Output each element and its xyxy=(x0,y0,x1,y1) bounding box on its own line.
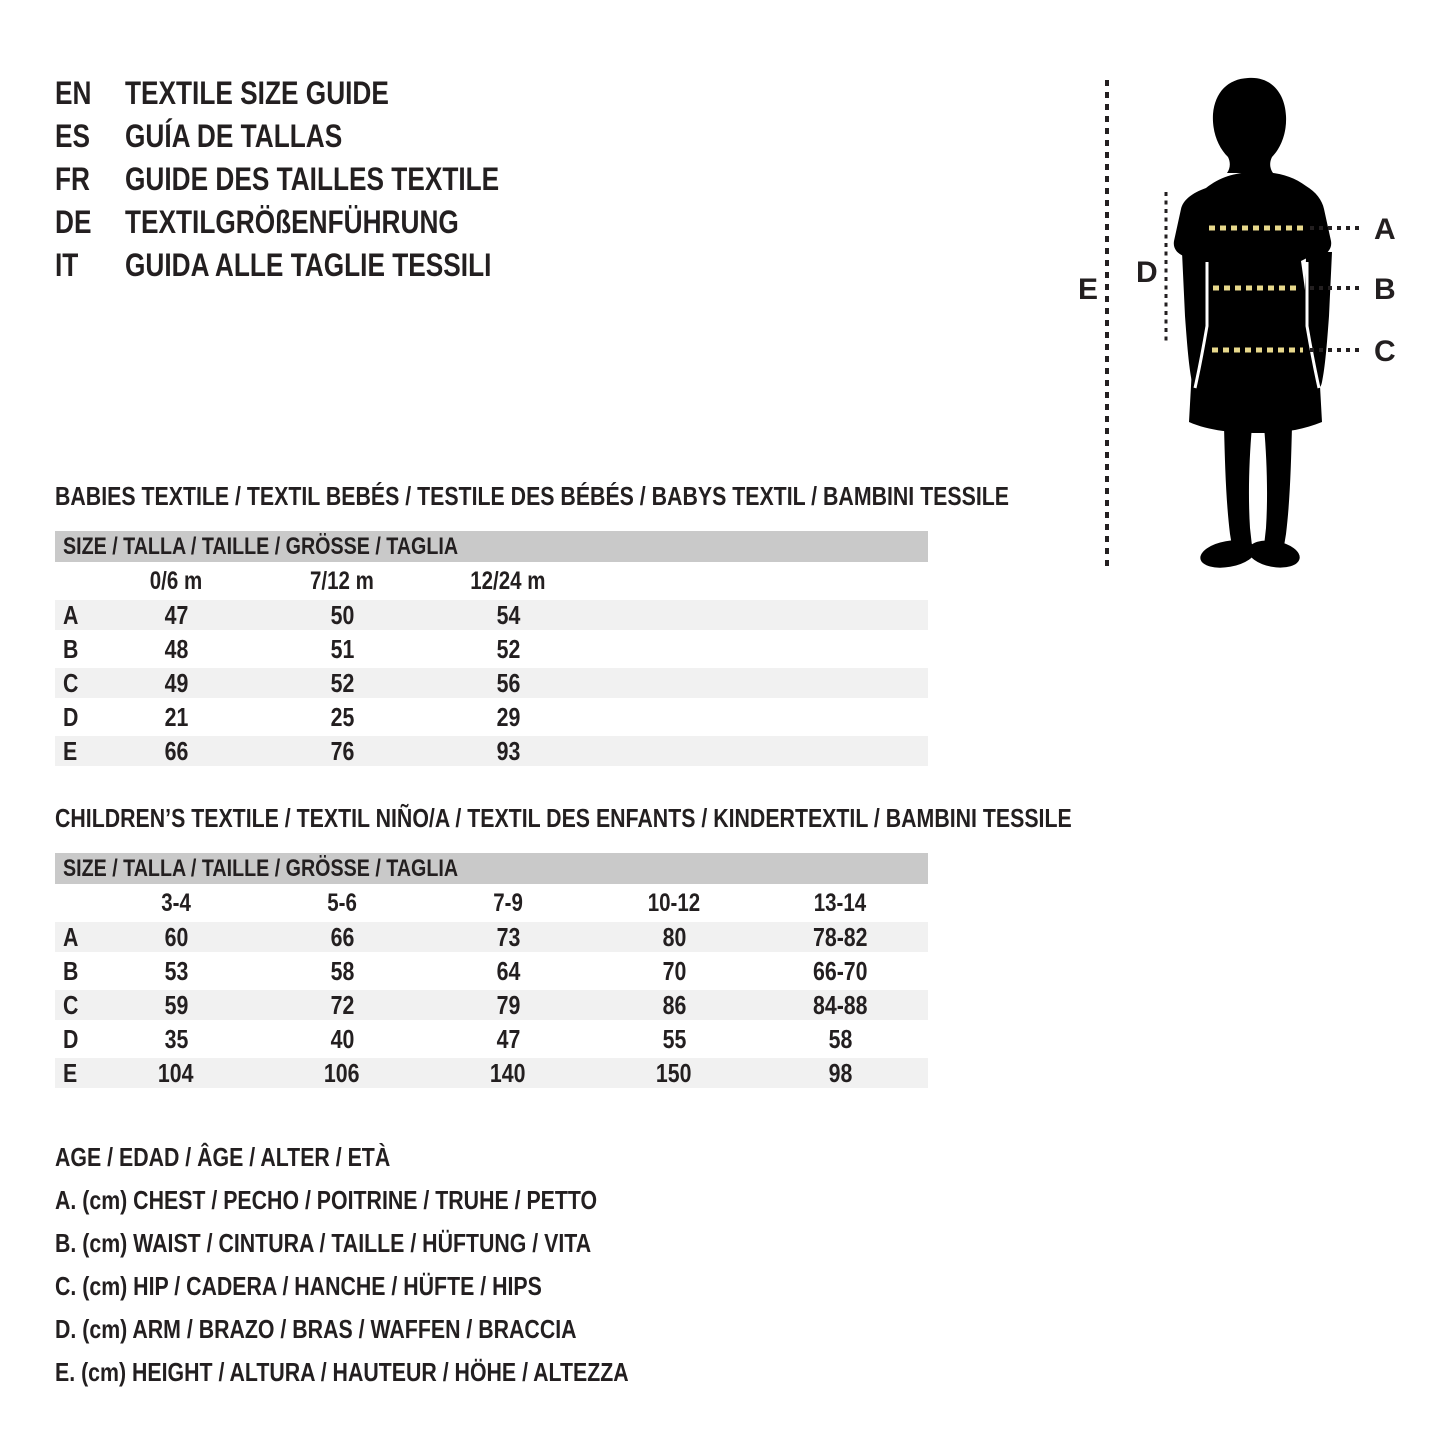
row-label: E xyxy=(63,736,78,766)
table-row-d xyxy=(55,1024,928,1054)
children-section-title: CHILDREN’S TEXTILE / TEXTIL NIÑO/A / TEXTIL DES ENFANTS / KINDERTEXTIL / BAMBINI TESSILE xyxy=(55,803,1072,833)
cell-value: 53 xyxy=(164,956,188,986)
babies-size-header-bar: SIZE / TALLA / TAILLE / GRÖSSE / TAGLIA xyxy=(55,531,928,562)
cell-value: 84-88 xyxy=(812,990,868,1020)
figure-label-e: E xyxy=(1078,273,1099,306)
row-label: A xyxy=(63,922,79,952)
cell-value: 58 xyxy=(330,956,354,986)
cell-value: 59 xyxy=(164,990,188,1020)
language-code: ES xyxy=(55,118,91,154)
table-row-c xyxy=(55,668,928,698)
language-row-en xyxy=(55,72,581,115)
cell-value: 60 xyxy=(164,922,188,952)
table-row-a xyxy=(55,600,928,630)
column-header: 7/12 m xyxy=(310,567,374,595)
cell-value: 98 xyxy=(828,1058,852,1088)
cell-value: 76 xyxy=(330,736,354,766)
language-row-es xyxy=(55,115,581,158)
row-label: D xyxy=(63,1024,79,1054)
row-label: E xyxy=(63,1058,78,1088)
column-header: 7-9 xyxy=(493,889,523,917)
legend-height: E. (cm) HEIGHT / ALTURA / HAUTEUR / HÖHE / ALTEZZA xyxy=(55,1357,629,1387)
column-header: 3-4 xyxy=(161,889,191,917)
column-header: 10-12 xyxy=(647,889,701,917)
cell-value: 52 xyxy=(330,668,354,698)
legend-chest: A. (cm) CHEST / PECHO / POITRINE / TRUHE / PETTO xyxy=(55,1185,598,1215)
language-row-de xyxy=(55,201,581,244)
language-title: TEXTILGRÖßENFÜHRUNG xyxy=(125,204,459,240)
cell-value: 48 xyxy=(164,634,188,664)
column-header: 12/24 m xyxy=(470,567,546,595)
language-row-it xyxy=(55,244,581,287)
cell-value: 80 xyxy=(662,922,686,952)
column-header: 13-14 xyxy=(813,889,867,917)
cell-value: 78-82 xyxy=(812,922,868,952)
row-label: A xyxy=(63,600,79,630)
cell-value: 66 xyxy=(330,922,354,952)
legend-age: AGE / EDAD / ÂGE / ALTER / ETÀ xyxy=(55,1142,391,1172)
row-label: C xyxy=(63,990,79,1020)
cell-value: 40 xyxy=(330,1024,354,1054)
figure-label-a: A xyxy=(1374,213,1396,246)
figure-label-d: D xyxy=(1136,256,1158,289)
babies-section-title: BABIES TEXTILE / TEXTIL BEBÉS / TESTILE DES BÉBÉS / BABYS TEXTIL / BAMBINI TESSILE xyxy=(55,481,1010,511)
language-title: GUIDE DES TAILLES TEXTILE xyxy=(125,161,500,197)
cell-value: 35 xyxy=(164,1024,188,1054)
children-column-headers xyxy=(55,888,928,918)
table-row-e xyxy=(55,736,928,766)
language-title: TEXTILE SIZE GUIDE xyxy=(125,75,389,111)
figure-label-c: C xyxy=(1374,335,1396,368)
cell-value: 56 xyxy=(496,668,520,698)
legend-hip: C. (cm) HIP / CADERA / HANCHE / HÜFTE / HIPS xyxy=(55,1271,542,1301)
column-header: 0/6 m xyxy=(149,567,203,595)
legend-arm: D. (cm) ARM / BRAZO / BRAS / WAFFEN / BRACCIA xyxy=(55,1314,577,1344)
language-code: FR xyxy=(55,161,90,197)
cell-value: 93 xyxy=(496,736,520,766)
cell-value: 86 xyxy=(662,990,686,1020)
figure-label-b: B xyxy=(1374,273,1396,306)
children-size-header-bar: SIZE / TALLA / TAILLE / GRÖSSE / TAGLIA xyxy=(55,853,928,884)
language-title: GUIDA ALLE TAGLIE TESSILI xyxy=(125,247,492,283)
cell-value: 140 xyxy=(490,1058,526,1088)
column-header: 5-6 xyxy=(327,889,357,917)
table-row-e xyxy=(55,1058,928,1088)
cell-value: 64 xyxy=(496,956,520,986)
language-title-block xyxy=(55,72,581,287)
cell-value: 79 xyxy=(496,990,520,1020)
cell-value: 21 xyxy=(164,702,188,732)
table-row-a xyxy=(55,922,928,952)
row-label: D xyxy=(63,702,79,732)
cell-value: 49 xyxy=(164,668,188,698)
legend-waist: B. (cm) WAIST / CINTURA / TAILLE / HÜFTUNG / VITA xyxy=(55,1228,592,1258)
language-code: IT xyxy=(55,247,79,283)
measurement-legend xyxy=(55,1142,755,1400)
cell-value: 50 xyxy=(330,600,354,630)
cell-value: 104 xyxy=(158,1058,194,1088)
row-label: C xyxy=(63,668,79,698)
cell-value: 73 xyxy=(496,922,520,952)
table-row-c xyxy=(55,990,928,1020)
table-row-b xyxy=(55,956,928,986)
babies-column-headers xyxy=(55,566,928,596)
cell-value: 25 xyxy=(330,702,354,732)
cell-value: 70 xyxy=(662,956,686,986)
table-row-d xyxy=(55,702,928,732)
row-label: B xyxy=(63,634,79,664)
cell-value: 66-70 xyxy=(812,956,868,986)
cell-value: 52 xyxy=(496,634,520,664)
language-code: EN xyxy=(55,75,92,111)
cell-value: 66 xyxy=(164,736,188,766)
cell-value: 51 xyxy=(330,634,354,664)
cell-value: 72 xyxy=(330,990,354,1020)
cell-value: 47 xyxy=(496,1024,520,1054)
language-code: DE xyxy=(55,204,92,240)
language-title: GUÍA DE TALLAS xyxy=(125,118,343,154)
cell-value: 150 xyxy=(656,1058,692,1088)
table-row-b xyxy=(55,634,928,664)
language-row-fr xyxy=(55,158,581,201)
cell-value: 106 xyxy=(324,1058,360,1088)
cell-value: 58 xyxy=(828,1024,852,1054)
cell-value: 55 xyxy=(662,1024,686,1054)
cell-value: 29 xyxy=(496,702,520,732)
cell-value: 47 xyxy=(164,600,188,630)
row-label: B xyxy=(63,956,79,986)
cell-value: 54 xyxy=(496,600,520,630)
babies-size-table xyxy=(55,531,928,770)
children-size-table xyxy=(55,853,928,1092)
